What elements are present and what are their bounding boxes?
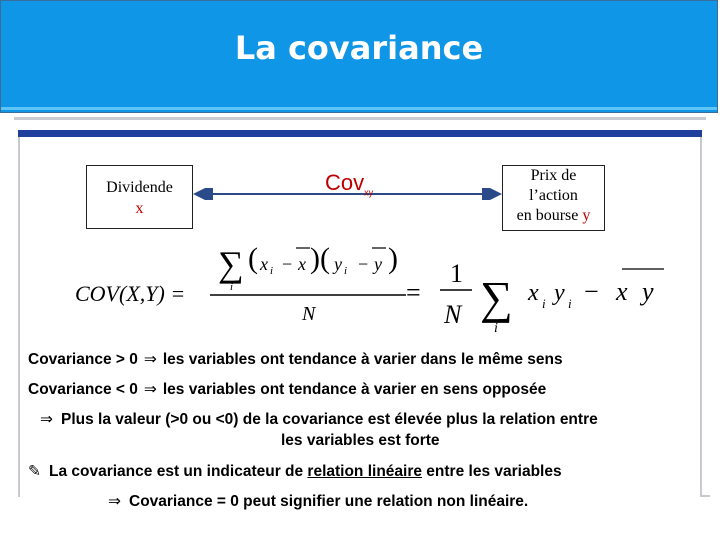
banner-stripe: [1, 107, 717, 110]
xi: x: [260, 254, 268, 274]
svg-text:x: x: [528, 280, 539, 306]
sum-symbol-2: ∑: [480, 272, 513, 323]
zero-covariance-line: ⇒ Covariance = 0 peut signifier une relation non linéaire.: [108, 492, 529, 510]
strength-line: ⇒ Plus la valeur (>0 ou <0) de la covariance est élevée plus la relation entre: [40, 410, 598, 428]
svg-text:−: −: [584, 277, 599, 306]
sum-index-1: i: [230, 281, 234, 293]
svg-text:(: (: [248, 242, 258, 275]
positive-covariance-line: Covariance > 0 ⇒ les variables ont tendance à varier dans le même sens: [28, 350, 563, 368]
frame-corner-dash: [700, 495, 710, 497]
implies-icon: ⇒: [108, 492, 121, 510]
title-banner: [0, 0, 718, 113]
yi: y: [334, 254, 342, 274]
stock-price-box: [502, 165, 605, 231]
formula-lhs: COV(X,Y) =: [75, 281, 186, 306]
svg-text:i: i: [568, 296, 572, 311]
negative-covariance-line: Covariance < 0 ⇒ les variables ont tendance à varier en sens opposée: [28, 380, 547, 398]
slide-title: La covariance: [234, 29, 484, 67]
svg-text:i: i: [270, 265, 274, 277]
svg-text:): ): [388, 242, 398, 275]
svg-text:−: −: [282, 254, 293, 274]
svg-text:i: i: [542, 296, 546, 311]
strength-line-continued: les variables est forte: [281, 432, 440, 449]
formula-denominator: N: [302, 303, 316, 325]
pencil-icon: ✎: [28, 462, 41, 480]
covariance-formula: [70, 238, 680, 338]
frame-top-bar: [18, 130, 702, 137]
cov-subscript: xy: [364, 187, 374, 198]
svg-text:)(: )(: [310, 242, 330, 275]
svg-text:N: N: [444, 300, 462, 329]
linear-relation-line: ✎ La covariance est un indicateur de relation linéaire entre les variables: [28, 462, 562, 480]
linear-relation-term: relation linéaire: [307, 463, 422, 480]
price-line-2: l’action: [529, 187, 578, 204]
price-line-3: en bourse y: [516, 207, 591, 224]
implies-icon: ⇒: [143, 380, 157, 398]
svg-text:=: =: [406, 278, 421, 307]
svg-text:y: y: [554, 280, 565, 306]
svg-text:i: i: [344, 265, 348, 277]
frame-right-border: [700, 137, 702, 497]
svg-text:y: y: [642, 277, 654, 306]
svg-text:−: −: [358, 254, 369, 274]
implies-icon: ⇒: [143, 350, 157, 368]
price-variable: y: [582, 207, 591, 224]
frame-gray-line: [14, 117, 706, 120]
covariance-label: [325, 170, 373, 197]
svg-text:x: x: [298, 254, 306, 274]
price-line-1: Prix de: [530, 167, 577, 184]
svg-text:x: x: [616, 277, 628, 306]
frame-left-border: [18, 137, 20, 497]
sum-symbol-1: ∑: [218, 244, 244, 284]
svg-text:y: y: [374, 254, 382, 274]
dividend-variable: x: [135, 200, 144, 217]
svg-text:i: i: [494, 321, 498, 336]
svg-text:1: 1: [450, 259, 463, 288]
cov-main: Cov: [325, 170, 365, 195]
dividend-label: Dividende: [106, 179, 173, 196]
dividend-box: [86, 165, 193, 229]
implies-icon: ⇒: [40, 410, 53, 428]
